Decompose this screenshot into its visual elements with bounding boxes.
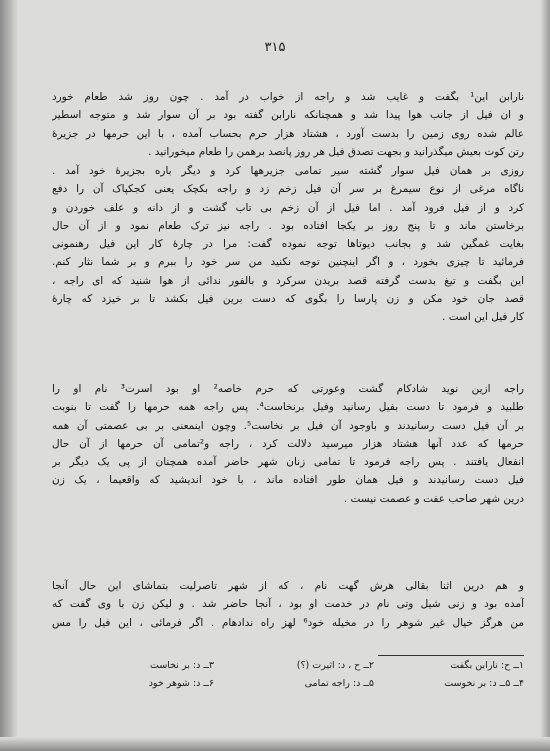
text-line: بغایت غمگین شد و بجانب دیوتاها توجه نموده گفت: مرا در چارهٔ کار این فیل رهنمونی — [52, 238, 524, 251]
scan-shadow-left — [0, 0, 18, 751]
paragraph — [52, 162, 524, 327]
text-line: من هرگز خیال غیر شوهر را در مخیله خود⁶ لهز راه ندادهام . اگر فرمائی ، این فیل را مس — [52, 616, 524, 629]
text-line: رتن کوت بعیش میگذرانید و بجهت تصدق فیل هر روز پانصد برهمن را طعام میخورانید . — [148, 145, 524, 158]
text-line: طلبید و فرمود تا دست بفیل رسانید وفیل برنخاست⁴. پس راجه همه حرمها را گفت تا بنوبت — [52, 401, 524, 414]
footnotes — [52, 660, 524, 700]
paragraph — [52, 380, 524, 508]
text-line: نارابن این¹ بگفت و غایب شد و راجه از خواب در آمد . چون روز شد طعام خورد — [52, 91, 524, 103]
text-line: بر آن فیل دست رسانیدند و باوجود آن فیل بر نخاست⁵. وچون اینمعنی بر بی عصمتی آن همه — [52, 419, 524, 432]
text-line: درین شهر صاحب عفت و عصمت نیست . — [343, 492, 524, 505]
footnote: ۳ــ د: بر نخاست — [149, 660, 214, 671]
footnote: ۵ــ د: راجه تمامی — [304, 678, 374, 689]
footnote: ۱ــ ح: نارابن بگفت — [450, 660, 524, 671]
page-number: ۳۱۵ — [264, 40, 286, 55]
text-line: روزی بر همان فیل سوار گشته سیر تمامی جزیرهها کرد و دیگر باره بجزیرهٔ خود آمد . — [52, 165, 524, 177]
text-line: ناگاه مرغی از نوع سیمرغ بر سر آن فیل زخم زد و راجه بکچک یعنی کجکپاک آن را دفع — [52, 183, 524, 196]
scan-shadow-bottom — [0, 737, 550, 751]
text-line: برخاستن ماند و تا پنج روز بر یکجا افتاده بود . راجه نیز ترک طعام نمود و از آن حال — [52, 219, 524, 232]
text-line: این بگفت و تیغ بدست گرفته قصد بریدن سرکرد و بالفور ندائی از هوا شنید که ای راجه ، — [52, 274, 524, 287]
text-line: انفعال یافتند . پس راجه فرمود تا تمامی زنان شهر حاضر آمده همچنان از پی یک دیگر بر — [52, 456, 524, 469]
footnote: ۲ــ ح ، د: اثیرت (؟) — [296, 660, 374, 671]
scan-shadow-right — [540, 0, 550, 751]
footnote-divider — [378, 655, 524, 656]
text-line: کار فیل این است . — [442, 311, 524, 324]
text-line: و هم درین اثنا بقالی هرش گهت نام ، که از شهر تاصرلیت بتماشای این حال آنجا — [52, 580, 524, 592]
footnote: ۶ــ د: شوهر خود — [148, 678, 214, 689]
text-line: کرد و از فیل فرود آمد . اما فیل از آن زخم بی تاب گشت و از دانه و علف خوردن و — [52, 201, 524, 214]
text-line: حرمها که عدد آنها هشتاد هزار میرسید دلالت کرد ، راجه و²تمامی آن حرمها از آن حال — [52, 437, 524, 450]
paragraph — [52, 577, 524, 632]
text-line: عالم شده روی زمین را بدست آورد ، هشتاد هزار حرم بحساب آمده ، با این حرمها در جزیرهٔ — [52, 127, 524, 140]
text-line: و ان فیل از جانب هوا پیدا شد و همچنانکه نارابن گفته بود بر آن سوار شد و متوجه اسطیر — [52, 109, 524, 122]
text-line: فرمائید تا چیزی بخورد ، و اگر اینچنین توجه نکنید من سر خود را ببرم و بر شما نثار کنم. — [52, 256, 524, 269]
paragraph — [52, 88, 524, 161]
text-line: فیل دست رسانیدند و فیل همان طور افتاده ماند ، با خود اندیشید که واقعیما ، یک زن — [52, 474, 524, 487]
footnote: ۴ــ ۵ــ د: بر نخوست — [444, 678, 524, 689]
text-line: آمده بود و زنی شیل وتی نام در خدمت او بود ، آنجا حاضر شد . و لیکن زن با وی گفت که — [52, 598, 524, 611]
text-line: قصد جان خود مکن و زن پارسا را بگوی که دست برین فیل بکشد تا بر خیزد که چارهٔ — [52, 293, 524, 306]
text-line: راجه ازین نوید شادکام گشت وعورتی که حرم خاصه² او بود اسرت³ نام او را — [52, 383, 524, 395]
